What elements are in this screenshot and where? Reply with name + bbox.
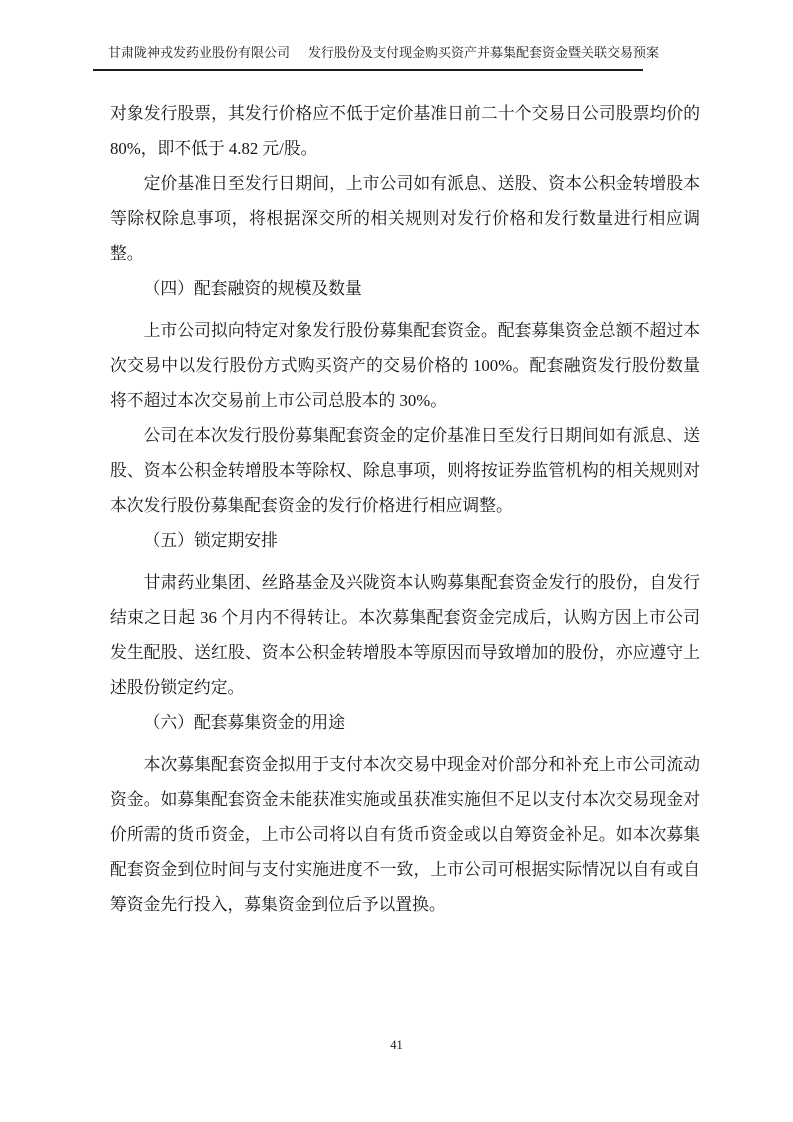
- header-document-title: 发行股份及支付现金购买资产并募集配套资金暨关联交易预案: [308, 45, 660, 60]
- body-paragraph: 定价基准日至发行日期间，上市公司如有派息、送股、资本公积金转增股本等除权除息事项，将根据深交所的相关规则对发行价格和发行数量进行相应调整。: [110, 174, 700, 263]
- page-header-text: [93, 44, 660, 62]
- document-body: [110, 96, 700, 922]
- section-heading: （四）配套融资的规模及数量: [143, 279, 362, 298]
- section-heading: （五）锁定期安排: [143, 531, 278, 550]
- body-paragraph: 公司在本次发行股份募集配套资金的定价基准日至发行日期间如有派息、送股、资本公积金转增股本等除权、除息事项，则将按证券监管机构的相关规则对本次发行股份募集配套资金的发行价格进行相应调整。: [110, 426, 700, 515]
- page-header: [93, 44, 660, 71]
- body-paragraph: 上市公司拟向特定对象发行股份募集配套资金。配套募集资金总额不超过本次交易中以发行股份方式购买资产的交易价格的 100%。配套融资发行股份数量将不超过本次交易前上市公司总股本的 30%。: [110, 321, 700, 410]
- page-footer: [0, 1037, 793, 1053]
- page-number: 41: [390, 1038, 403, 1052]
- body-paragraph: 甘肃药业集团、丝路基金及兴陇资本认购募集配套资金发行的股份，自发行结束之日起 36 个月内不得转让。本次募集配套资金完成后，认购方因上市公司发生配股、送红股、资本公积金转增股本等原因而导致增加的股份，亦应遵守上述股份锁定约定。: [110, 573, 700, 697]
- header-company-name: 甘肃陇神戎发药业股份有限公司: [108, 45, 291, 60]
- body-paragraph: 本次募集配套资金拟用于支付本次交易中现金对价部分和补充上市公司流动资金。如募集配套资金未能获准实施或虽获准实施但不足以支付本次交易现金对价所需的货币资金，上市公司将以自有货币资金或以自筹资金补足。如本次募集配套资金到位时间与支付实施进度不一致，上市公司可根据实际情况以自有或自筹资金先行投入，募集资金到位后予以置换。: [110, 755, 700, 914]
- section-heading: （六）配套募集资金的用途: [143, 713, 345, 732]
- body-paragraph: 对象发行股票，其发行价格应不低于定价基准日前二十个交易日公司股票均价的80%，即不低于 4.82 元/股。: [110, 104, 700, 158]
